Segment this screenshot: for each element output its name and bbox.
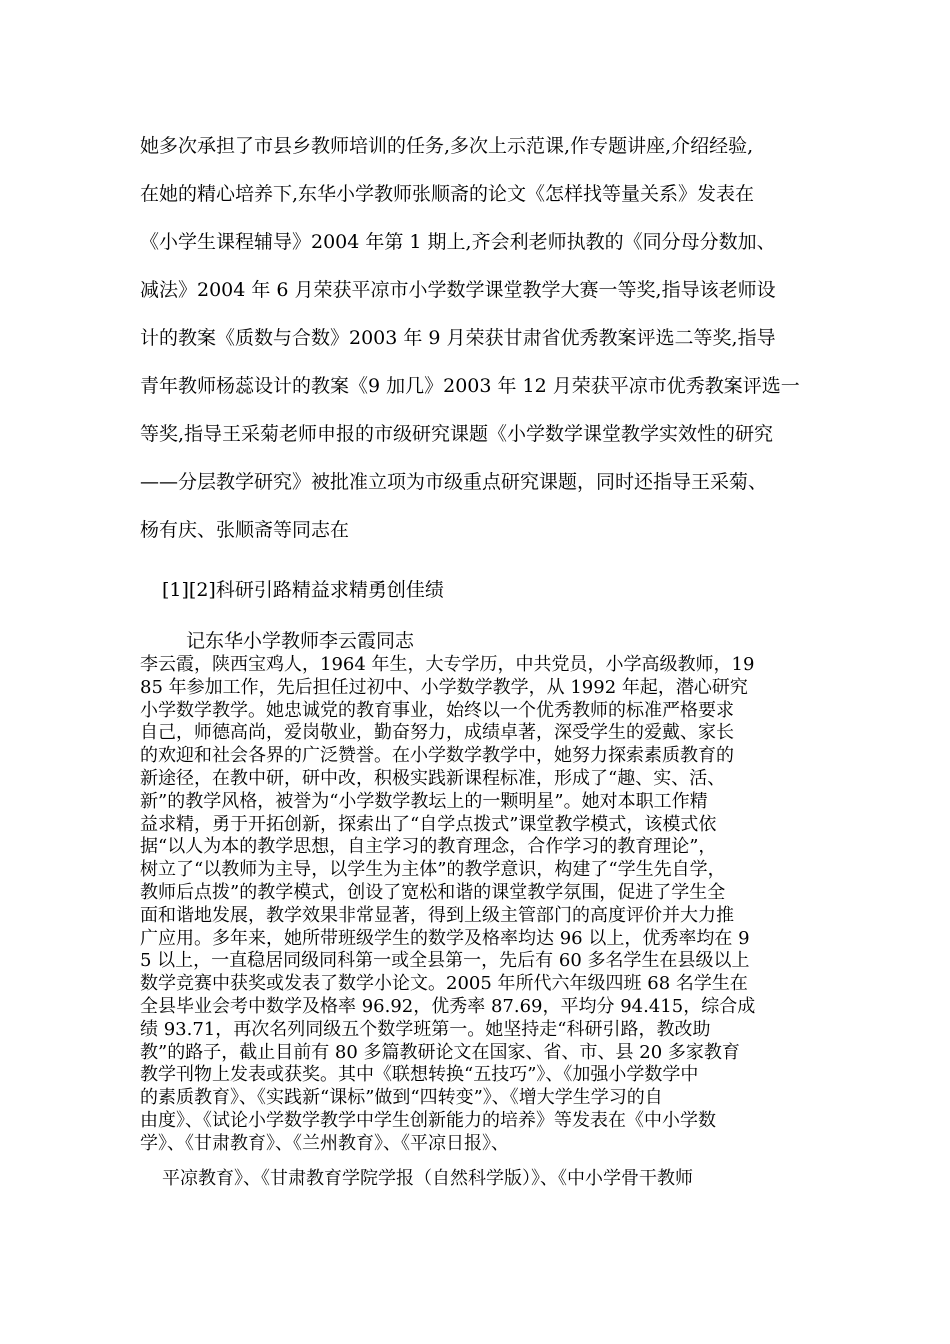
text-line: 面和谐地发展，教学效果非常显著，得到上级主管部门的高度评价并大力推 [140,904,734,926]
text-line: 李云霞，陕西宝鸡人，1964 年生，大专学历，中共党员，小学高级教师，19 [140,654,755,675]
text-line: 85 年参加工作，先后担任过初中、小学数学教学，从 1992 年起，潜心研究 [140,676,748,698]
text-line: 的素质教育》、《实践新“课标”做到“四转变”》、《增大学生学习的自 [140,1087,663,1109]
text-line: 新途径，在教中研，研中改，积极实践新课程标准，形成了“趣、实、活、 [140,767,726,789]
text-line: 据“以人为本的教学思想，自主学习的教育理念，合作学习的教育理论”， [140,836,717,858]
text-line: 新”的教学风格，被誉为“小学数学教坛上的一颗明星”。她对本职工作精 [140,790,708,812]
text-line: 《小学生课程辅导》2004 年第 1 期上,齐会利老师执教的《同分母分数加、 [140,231,776,253]
text-line: 5 以上，一直稳居同级同科第一或全县第一，先后有 60 多名学生在县级以上 [140,950,750,972]
text-line: 小学数学教学。她忠诚党的教育事业，始终以一个优秀教师的标准严格要求 [140,699,734,721]
text-line: 教师后点拨”的教学模式，创设了宽松和谐的课堂教学氛围，促进了学生全 [140,881,726,903]
section-subheading: 记东华小学教师李云霞同志 [186,630,415,652]
text-line: 广应用。多年来，她所带班级学生的数学及格率均达 96 以上，优秀率均在 9 [140,927,750,949]
paragraph-teacher-training [140,122,840,554]
text-line: 在她的精心培养下,东华小学教师张顺斋的论文《怎样找等量关系》发表在 [140,183,755,205]
text-line: 全县毕业会考中数学及格率 96.92，优秀率 87.69，平均分 94.415，综合成 [140,995,756,1017]
text-line: 杨有庆、张顺斋等同志在 [140,519,350,541]
paragraph-biography [140,654,840,1156]
text-line: 减法》2004 年 6 月荣获平凉市小学数学课堂教学大赛一等奖,指导该老师设 [140,279,776,301]
text-line: 等奖,指导王采菊老师申报的市级研究课题《小学数学课堂教学实效性的研究 [140,423,774,445]
text-line: 数学竞赛中获奖或发表了数学小论文。2005 年所代六年级四班 68 名学生在 [140,973,748,995]
text-line: 学》、《甘肃教育》、《兰州教育》、《平凉日报》、 [140,1132,509,1154]
text-line: 她多次承担了市县乡教师培训的任务,多次上示范课,作专题讲座,介绍经验, [140,135,754,157]
text-line: 益求精，勇于开拓创新，探索出了“自学点拨式”课堂教学模式，该模式依 [140,813,717,835]
text-line: 计的教案《质数与合数》2003 年 9 月荣获甘肃省优秀教案评选二等奖,指导 [140,327,776,349]
text-line: 青年教师杨蕊设计的教案《9 加几》2003 年 12 月荣获平凉市优秀教案评选一 [140,375,800,397]
text-line: 教”的路子，截止目前有 80 多篇教研论文在国家、省、市、县 20 多家教育 [140,1041,740,1063]
section-heading: [1][2]科研引路精益求精勇创佳绩 [162,579,444,601]
continued-line: 平凉教育》、《甘肃教育学院学报（自然科学版）》、《中小学骨干教师 [162,1168,693,1189]
text-line: 教学刊物上发表或获奖。其中《联想转换“五技巧”》、《加强小学数学中 [140,1064,699,1086]
text-line: 由度》、《试论小学数学教学中学生创新能力的培养》等发表在《中小学数 [140,1109,716,1131]
text-line: ——分层教学研究》被批准立项为市级重点研究课题，同时还指导王采菊、 [140,471,768,493]
text-line: 树立了“以教师为主导，以学生为主体”的教学意识，构建了“学生先自学， [140,859,726,881]
text-line: 自己，师德高尚，爱岗敬业，勤奋努力，成绩卓著，深受学生的爱戴、家长 [140,722,734,744]
text-line: 绩 93.71，再次名列同级五个数学班第一。她坚持走“科研引路，教改助 [140,1018,711,1040]
text-line: 的欢迎和社会各界的广泛赞誉。在小学数学教学中，她努力探索素质教育的 [140,745,734,767]
